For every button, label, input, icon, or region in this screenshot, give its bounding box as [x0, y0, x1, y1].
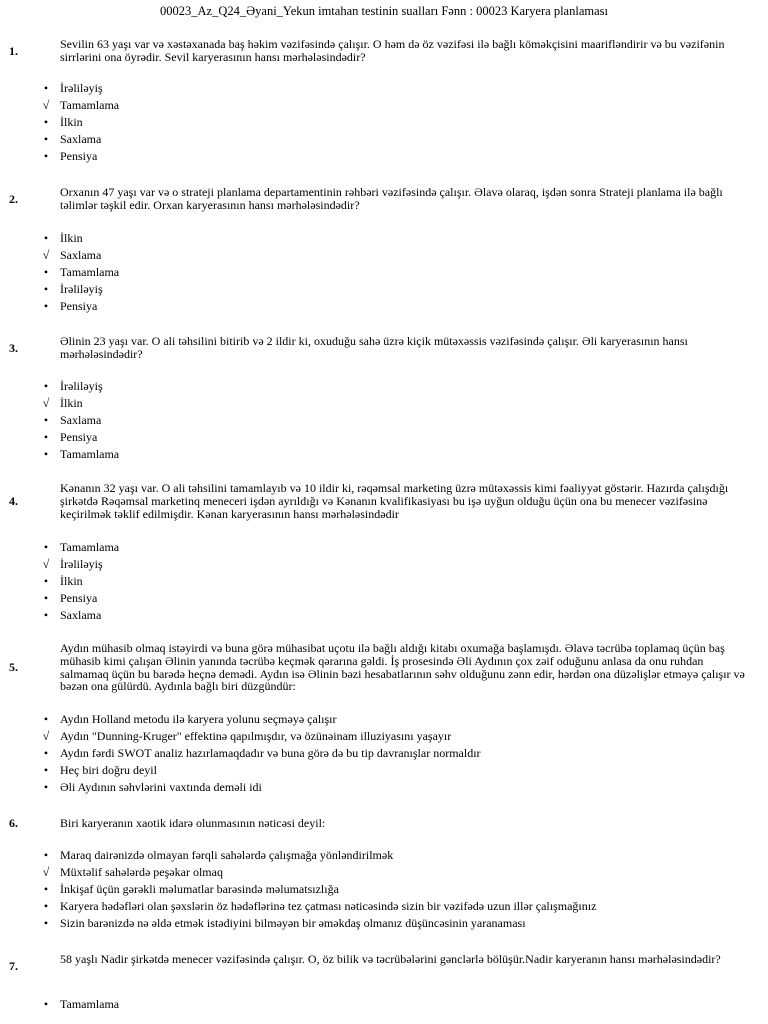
option-label: Sizin barənizdə nə əldə etmək istədiyini bilməyən bir əməkdaş olmanız düşüncəsinin yaranaması: [60, 916, 526, 930]
bullet-icon: •: [43, 282, 49, 296]
checkmark-icon: √: [42, 248, 50, 262]
option-label: Tamamlama: [60, 265, 120, 279]
bullet-icon: •: [43, 899, 49, 913]
bullet-icon: •: [43, 447, 49, 461]
option-label: İrəliləyiş: [60, 379, 103, 393]
bullet-icon: •: [43, 132, 49, 146]
question-number: 3.: [9, 341, 18, 355]
option-label: İlkin: [60, 396, 83, 410]
document-header: 00023_Az_Q24_Əyani_Yekun imtahan testinin sualları Fənn : 00023 Karyera planlaması: [160, 4, 608, 18]
bullet-icon: •: [43, 379, 49, 393]
option-label: Pensiya: [60, 149, 98, 163]
option-label: Tamamlama: [60, 997, 120, 1011]
option-label: Aydın fərdi SWOT analiz hazırlamaqdadır və buna görə də bu tip davranışlar normaldır: [60, 746, 481, 760]
checkmark-icon: √: [42, 98, 50, 112]
option-label: Tamamlama: [60, 447, 120, 461]
bullet-icon: •: [43, 746, 49, 760]
option-label: Saxlama: [60, 132, 102, 146]
option-label: İlkin: [60, 115, 83, 129]
bullet-icon: •: [43, 430, 49, 444]
option-label: Pensiya: [60, 299, 98, 313]
option-label: Əli Aydının səhvlərini vaxtında deməli idi: [60, 780, 262, 794]
option-label: İrəliləyiş: [60, 282, 103, 296]
question-text: Kənanın 32 yaşı var. O ali təhsilini tamamlayıb və 10 ildir ki, rəqəmsal marketing üzrə mütəxəssis kimi fəaliyyət göstərir. Hazırda çalışdığı şirkətdə Rəqəmsal marketinq meneceri işdən ayrıldığı və Kənanın kvalifikasiyası bu işə uyğun olduğu üçün ona bu menecer vəzifəsinə keçirilmək təklif edilmişdir. Kənan karyerasının hansı mərhələsindədir: [60, 481, 729, 521]
option-label: Karyera hədəfləri olan şəxslərin öz hədəflərinə tez çatması nəticəsində sizin bir vəzifədə uzun illər çalışmağınız: [60, 899, 597, 913]
question-number: 5.: [9, 660, 18, 674]
option-label: Pensiya: [60, 430, 98, 444]
bullet-icon: •: [43, 763, 49, 777]
checkmark-icon: √: [42, 396, 50, 410]
bullet-icon: •: [43, 780, 49, 794]
bullet-icon: •: [43, 115, 49, 129]
question-text: Orxanın 47 yaşı var və o strateji planlama departamentinin rəhbəri vəzifəsində çalışır. Əlavə olaraq, işdən sonra Strateji planlama ilə bağlı təlimlər təşkil edir. Orxan karyerasının hansı mərhələsindədir?: [60, 185, 723, 212]
checkmark-icon: √: [42, 729, 50, 743]
bullet-icon: •: [43, 299, 49, 313]
bullet-icon: •: [43, 231, 49, 245]
question-text: Biri karyeranın xaotik idarə olunmasının nəticəsi deyil:: [60, 816, 326, 830]
option-label: Tamamlama: [60, 98, 120, 112]
option-label: Maraq dairənizdə olmayan fərqli sahələrdə çalışmağa yönləndirilmək: [60, 848, 394, 862]
bullet-icon: •: [43, 540, 49, 554]
option-label: İnkişaf üçün gərəkli məlumatlar barəsində məlumatsızlığa: [60, 882, 339, 896]
option-label: Saxlama: [60, 608, 102, 622]
checkmark-icon: √: [42, 865, 50, 879]
question-number: 2.: [9, 192, 18, 206]
bullet-icon: •: [43, 712, 49, 726]
option-label: İlkin: [60, 574, 83, 588]
option-label: Pensiya: [60, 591, 98, 605]
checkmark-icon: √: [42, 557, 50, 571]
bullet-icon: •: [43, 916, 49, 930]
option-label: İrəliləyiş: [60, 557, 103, 571]
bullet-icon: •: [43, 149, 49, 163]
question-text: Sevilin 63 yaşı var və xəstəxanada baş həkim vəzifəsində çalışır. O həm də öz vəzifəsi ilə bağlı köməkçisini maarifləndirir və bu vəzifənin sirrlərini ona öyrədir. Sevil karyerasının hansı mərhələsindədir?: [60, 37, 725, 64]
question-number: 1.: [9, 44, 18, 58]
question-text: Aydın mühasib olmaq istəyirdi və buna görə mühasibat uçotu ilə bağlı aldığı kitabı oxumağa başlamışdı. Əlavə təcrübə toplamaq üçün baş mühasib kimi çalışan Əlinin yanında təcrübə keçmək qərarına gəldi. İş prosesində Əli Aydının çox zəif oduğunu anlasa da onu ruhdan salmamaq üçün bu barədə heçnə demədi. Aydın isə Əlinin bəzi hesabatlarının səhv olduğunu zənn edir, hərdən ona düzəlişlər etməyə çalışır və bəzən ona gülürdü. Aydınla bağlı biri düzgündür:: [60, 641, 745, 694]
bullet-icon: •: [43, 413, 49, 427]
option-label: Saxlama: [60, 248, 102, 262]
option-label: Saxlama: [60, 413, 102, 427]
option-label: İlkin: [60, 231, 83, 245]
bullet-icon: •: [43, 997, 49, 1011]
option-label: Heç biri doğru deyil: [60, 763, 157, 777]
question-text: 58 yaşlı Nadir şirkətdə menecer vəzifəsində çalışır. O, öz bilik və təcrübələrini gənclərlə bölüşür.Nadir karyeranın hansı mərhələsindədir?: [60, 952, 721, 966]
bullet-icon: •: [43, 608, 49, 622]
bullet-icon: •: [43, 591, 49, 605]
bullet-icon: •: [43, 574, 49, 588]
bullet-icon: •: [43, 882, 49, 896]
question-number: 4.: [9, 494, 18, 508]
bullet-icon: •: [43, 265, 49, 279]
option-label: Müxtəlif sahələrdə peşəkar olmaq: [60, 865, 223, 879]
bullet-icon: •: [43, 81, 49, 95]
bullet-icon: •: [43, 848, 49, 862]
option-label: İrəliləyiş: [60, 81, 103, 95]
question-text: Əlinin 23 yaşı var. O ali təhsilini bitirib və 2 ildir ki, oxuduğu sahə üzrə kiçik mütəxəssis vəzifəsində çalışır. Əli karyerasının hansı mərhələsindədir?: [60, 334, 688, 361]
question-number: 7.: [9, 959, 18, 973]
option-label: Aydın Holland metodu ilə karyera yolunu seçməyə çalışır: [60, 712, 337, 726]
option-label: Tamamlama: [60, 540, 120, 554]
question-number: 6.: [9, 816, 18, 830]
option-label: Aydın "Dunning-Kruger" effektinə qapılmışdır, və özünəinam illuziyasını yaşayır: [60, 729, 452, 743]
